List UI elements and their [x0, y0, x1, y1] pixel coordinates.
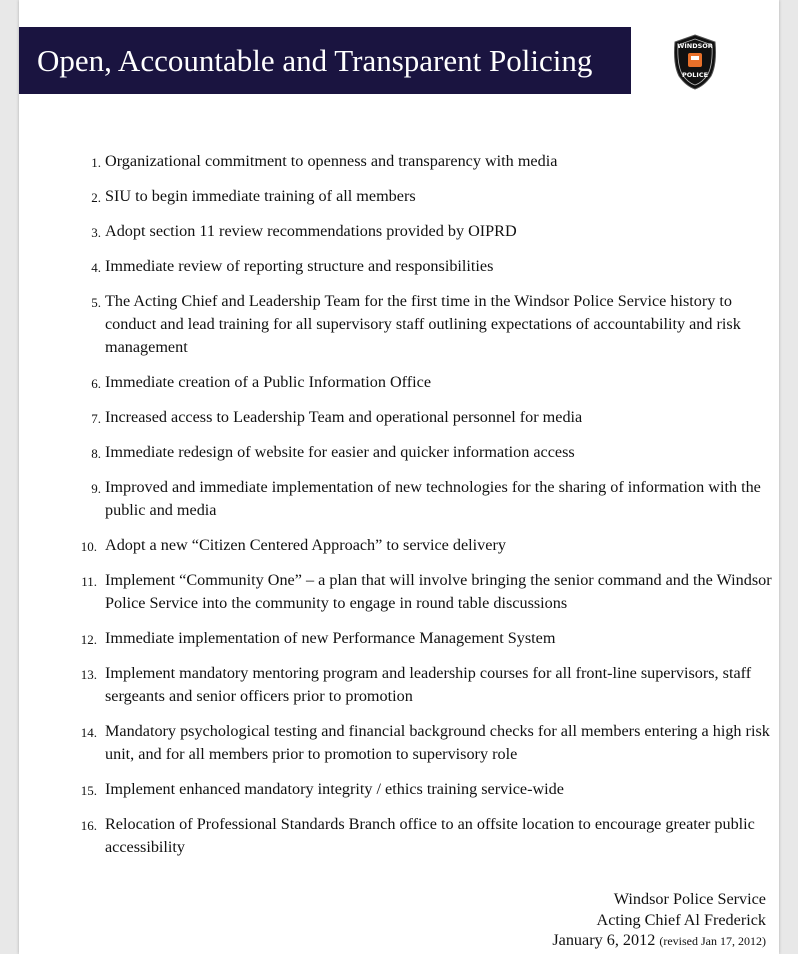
- item-number: 12.: [80, 632, 97, 647]
- list-item: [75, 720, 775, 766]
- item-number: 2.: [91, 190, 101, 205]
- list-item: [75, 185, 775, 208]
- signature-org: Windsor Police Service: [613, 890, 766, 908]
- item-text: Implement mandatory mentoring program and leadership courses for all front-line supervisors, staff sergeants and senior officers prior to promotion: [105, 664, 752, 705]
- item-number: 6.: [91, 376, 101, 391]
- item-text: Improved and immediate implementation of new technologies for the sharing of information with the public and media: [105, 478, 761, 519]
- item-text: The Acting Chief and Leadership Team for the first time in the Windsor Police Service history to conduct and lead training for all supervisory staff outlining expectations of accountability and risk management: [105, 292, 741, 356]
- item-text: Immediate creation of a Public Information Office: [105, 373, 432, 391]
- page-title: Open, Accountable and Transparent Policing: [19, 27, 631, 94]
- signature-date: January 6, 2012: [552, 931, 656, 949]
- item-text: Mandatory psychological testing and financial background checks for all members entering a high risk unit, and for all members prior to promotion to supervisory role: [105, 722, 770, 763]
- item-number: 9.: [91, 481, 101, 496]
- recommendation-list: [75, 150, 775, 871]
- item-number: 11.: [81, 574, 97, 589]
- list-item: [75, 441, 775, 464]
- list-item: [75, 569, 775, 615]
- list-item: [75, 406, 775, 429]
- list-item: [75, 662, 775, 708]
- signature-date-line: [552, 930, 766, 952]
- badge-top-text: WINDSOR: [677, 42, 713, 50]
- list-item: [75, 534, 775, 557]
- list-item: [75, 778, 775, 801]
- item-number: 13.: [80, 667, 97, 682]
- list-item: [75, 255, 775, 278]
- item-text: Immediate review of reporting structure and responsibilities: [105, 257, 494, 275]
- item-text: Increased access to Leadership Team and operational personnel for media: [105, 408, 583, 426]
- badge-bottom-text: POLICE: [681, 71, 709, 79]
- list-item: [75, 290, 775, 359]
- signature-name: Acting Chief Al Frederick: [596, 910, 766, 929]
- list-item: [75, 813, 775, 859]
- list-item: [75, 371, 775, 394]
- item-text: Immediate implementation of new Performance Management System: [105, 629, 556, 647]
- list-item: [75, 476, 775, 522]
- item-number: 14.: [80, 725, 97, 740]
- item-text: Adopt a new “Citizen Centered Approach” to service delivery: [105, 536, 506, 554]
- item-text: Relocation of Professional Standards Branch office to an offsite location to encourage greater public accessibility: [105, 815, 755, 856]
- item-number: 3.: [91, 225, 101, 240]
- item-text: Implement enhanced mandatory integrity / ethics training service-wide: [105, 780, 564, 798]
- item-text: Immediate redesign of website for easier and quicker information access: [105, 443, 575, 461]
- item-number: 5.: [91, 295, 101, 310]
- item-text: Organizational commitment to openness and transparency with media: [105, 152, 558, 170]
- item-number: 4.: [91, 260, 101, 275]
- signature-block: [552, 889, 766, 952]
- item-text: Implement “Community One” – a plan that will involve bringing the senior command and the Windsor Police Service into the community to engage in round table discussions: [105, 571, 772, 612]
- item-number: 10.: [80, 539, 97, 554]
- item-number: 8.: [91, 446, 101, 461]
- police-badge-icon: [671, 34, 719, 90]
- item-number: 15.: [80, 783, 97, 798]
- item-number: 1.: [91, 155, 101, 170]
- item-number: 7.: [91, 411, 101, 426]
- document-page: [19, 0, 779, 954]
- item-number: 16.: [80, 818, 97, 833]
- signature-revised: (revised Jan 17, 2012): [659, 934, 766, 948]
- list-item: [75, 150, 775, 173]
- item-text: SIU to begin immediate training of all members: [105, 187, 416, 205]
- item-text: Adopt section 11 review recommendations provided by OIPRD: [105, 222, 517, 240]
- list-item: [75, 220, 775, 243]
- list-item: [75, 627, 775, 650]
